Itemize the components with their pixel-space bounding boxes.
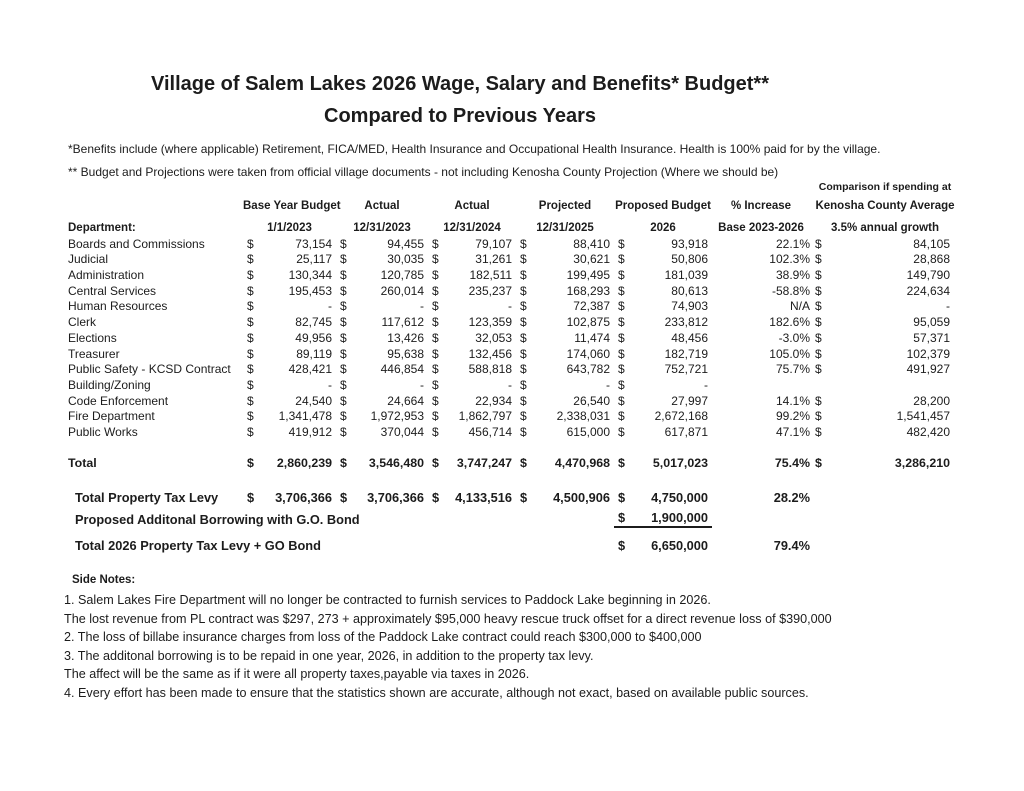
borrowing-label: Proposed Additonal Borrowing with G.O. Bond <box>75 511 360 527</box>
table-row <box>68 393 960 409</box>
cell-base-year: $ 49,956 <box>247 330 332 345</box>
cell-projected-2025: $ 26,540 <box>520 393 610 408</box>
col-header-actual-2024: Actual <box>454 200 490 212</box>
department-name: Treasurer <box>68 346 120 361</box>
cell-actual-2024: $ 31,261 <box>432 252 512 267</box>
table-row <box>68 314 960 330</box>
cell-base-year: $ 89,119 <box>247 346 332 361</box>
department-name: Public Works <box>68 424 138 439</box>
cell-actual-2023: $ 30,035 <box>340 252 424 267</box>
department-name: Code Enforcement <box>68 393 169 408</box>
cell-kenosha-avg: $ 224,634 <box>815 283 950 298</box>
cell-projected-2025: $ 102,875 <box>520 315 610 330</box>
cell-base-year: $ - <box>247 377 332 392</box>
cell-pct-increase: 38.9% <box>775 268 810 283</box>
cell-base-year: $ 24,540 <box>247 393 332 408</box>
cell-actual-2023: $ 260,014 <box>340 283 424 298</box>
cell-kenosha-avg <box>810 377 960 393</box>
cell-actual-2024: $ 182,511 <box>432 268 512 283</box>
cell-actual-2023: $ 24,664 <box>340 393 424 408</box>
cell-actual-2024: $ 32,053 <box>432 330 512 345</box>
col-header-base-year: Base Year Budget <box>243 200 341 212</box>
department-name: Elections <box>68 330 117 345</box>
cell-pct-increase: 99.2% <box>775 409 810 424</box>
dept-header: Department: <box>68 222 136 234</box>
cell-pct-increase: 14.1% <box>775 393 810 408</box>
col-subheader-growth: 3.5% annual growth <box>831 222 939 234</box>
cell-actual-2024: $ 588,818 <box>432 362 512 377</box>
cell-kenosha-avg: $ 482,420 <box>815 424 950 439</box>
table-row <box>68 362 960 378</box>
column-header-row-2 <box>68 214 960 236</box>
bond-total-pct: 79.4% <box>773 537 810 553</box>
cell-kenosha-avg: $ 95,059 <box>815 315 950 330</box>
note-line: 2. The loss of billabe insurance charges from loss of the Paddock Lake contract could reach $300,000 to $400,000 <box>64 630 702 645</box>
levy-projected-2025: $ 4,500,906 <box>520 489 610 505</box>
cell-base-year: $ 419,912 <box>247 424 332 439</box>
footnotes <box>68 142 1024 180</box>
total-pct-increase: 75.4% <box>774 455 810 470</box>
cell-projected-2025: $ 615,000 <box>520 424 610 439</box>
department-name: Administration <box>68 268 145 283</box>
cell-actual-2024: $ 456,714 <box>432 424 512 439</box>
table-row <box>68 409 960 425</box>
col-header-actual-2023: Actual <box>364 200 400 212</box>
total-proposed-2026: $ 5,017,023 <box>618 455 708 470</box>
page-title: Village of Salem Lakes 2026 Wage, Salary and Benefits* Budget** <box>150 73 770 95</box>
comparison-header-row <box>68 180 960 194</box>
total-actual-2024: $ 3,747,247 <box>432 455 512 470</box>
cell-proposed-2026: $ 233,812 <box>618 315 708 330</box>
total-kenosha-avg: $ 3,286,210 <box>815 455 950 470</box>
cell-actual-2023: $ 95,638 <box>340 346 424 361</box>
cell-proposed-2026: $ 93,918 <box>618 236 708 251</box>
cell-actual-2024: $ 79,107 <box>432 236 512 251</box>
cell-base-year: $ 195,453 <box>247 283 332 298</box>
cell-pct-increase: 102.3% <box>769 252 810 267</box>
cell-actual-2023: $ - <box>340 299 424 314</box>
cell-base-year: $ 1,341,478 <box>247 409 332 424</box>
cell-projected-2025: $ 168,293 <box>520 283 610 298</box>
cell-proposed-2026: $ 2,672,168 <box>618 409 708 424</box>
table-row <box>68 377 960 393</box>
property-tax-levy-row <box>68 484 960 506</box>
department-name: Boards and Commissions <box>68 236 205 251</box>
cell-kenosha-avg: $ 28,200 <box>815 393 950 408</box>
cell-pct-increase: 182.6% <box>769 315 810 330</box>
cell-actual-2024: $ - <box>432 299 512 314</box>
borrowing-row <box>68 506 960 528</box>
col-subheader-2026: 2026 <box>650 222 676 234</box>
cell-pct-increase: -58.8% <box>771 283 810 298</box>
cell-projected-2025: $ 72,387 <box>520 299 610 314</box>
cell-pct-increase: N/A <box>789 299 810 314</box>
cell-actual-2023: $ 94,455 <box>340 236 424 251</box>
col-subheader-date-3: 12/31/2024 <box>443 222 501 234</box>
total-projected-2025: $ 4,470,968 <box>520 455 610 470</box>
cell-kenosha-avg: $ 491,927 <box>815 362 950 377</box>
cell-base-year: $ 25,117 <box>247 252 332 267</box>
cell-pct-increase: 75.7% <box>775 362 810 377</box>
col-subheader-date-1: 1/1/2023 <box>267 222 312 234</box>
cell-actual-2024: $ 123,359 <box>432 315 512 330</box>
total-actual-2023: $ 3,546,480 <box>340 455 424 470</box>
cell-kenosha-avg: $ 57,371 <box>815 330 950 345</box>
table-row <box>68 283 960 299</box>
bond-total-amount: $ 6,650,000 <box>618 537 708 553</box>
levy-base-year: $ 3,706,366 <box>247 489 332 505</box>
cell-actual-2024: $ 132,456 <box>432 346 512 361</box>
cell-actual-2024: $ - <box>432 377 512 392</box>
column-header-row-1 <box>68 194 960 214</box>
col-header-pct-increase: % Increase <box>730 200 792 212</box>
cell-base-year: $ 82,745 <box>247 315 332 330</box>
cell-projected-2025: $ 174,060 <box>520 346 610 361</box>
cell-projected-2025: $ 30,621 <box>520 252 610 267</box>
note-line: 3. The additonal borrowing is to be repaid in one year, 2026, in addition to the property tax levy. <box>64 648 594 663</box>
cell-kenosha-avg: $ 84,105 <box>815 236 950 251</box>
cell-pct-increase: 22.1% <box>775 236 810 251</box>
cell-projected-2025: $ 2,338,031 <box>520 409 610 424</box>
borrowing-amount: $ 1,900,000 <box>614 506 712 528</box>
cell-base-year: $ 130,344 <box>247 268 332 283</box>
col-subheader-date-2: 12/31/2023 <box>353 222 411 234</box>
table-row <box>68 424 960 440</box>
table-row <box>68 299 960 315</box>
side-notes-heading: Side Notes: <box>72 573 136 586</box>
department-name: Human Resources <box>68 299 168 314</box>
col-subheader-date-4: 12/31/2025 <box>536 222 594 234</box>
cell-actual-2024: $ 235,237 <box>432 283 512 298</box>
cell-actual-2023: $ 13,426 <box>340 330 424 345</box>
cell-actual-2024: $ 22,934 <box>432 393 512 408</box>
cell-pct-increase <box>712 377 810 393</box>
levy-label: Total Property Tax Levy <box>75 489 219 505</box>
table-row <box>68 252 960 268</box>
cell-base-year: $ 428,421 <box>247 362 332 377</box>
cell-proposed-2026: $ 48,456 <box>618 330 708 345</box>
bond-total-label: Total 2026 Property Tax Levy + GO Bond <box>75 537 321 553</box>
cell-proposed-2026: $ 27,997 <box>618 393 708 408</box>
projections-footnote: ** Budget and Projections were taken from official village documents - not including Kenosha County Projection (Where we should be) <box>68 165 779 179</box>
col-header-kenosha: Kenosha County Average <box>815 200 955 212</box>
budget-table <box>68 180 960 554</box>
table-row <box>68 236 960 252</box>
department-name: Judicial <box>68 252 109 267</box>
cell-actual-2023: $ 370,044 <box>340 424 424 439</box>
side-notes <box>64 572 1024 703</box>
total-row <box>68 452 960 472</box>
page-subtitle: Compared to Previous Years <box>324 105 596 127</box>
cell-actual-2023: $ 120,785 <box>340 268 424 283</box>
cell-base-year: $ 73,154 <box>247 236 332 251</box>
side-notes-lines <box>64 591 1024 703</box>
cell-kenosha-avg: $ - <box>815 299 950 314</box>
cell-projected-2025: $ 11,474 <box>520 330 610 345</box>
note-line: 4. Every effort has been made to ensure that the statistics shown are accurate, although not exact, based on available public sources. <box>64 685 809 700</box>
cell-actual-2023: $ 1,972,953 <box>340 409 424 424</box>
department-name: Public Safety - KCSD Contract <box>68 362 231 377</box>
table-row <box>68 330 960 346</box>
cell-proposed-2026: $ 181,039 <box>618 268 708 283</box>
department-name: Clerk <box>68 315 97 330</box>
cell-projected-2025: $ 643,782 <box>520 362 610 377</box>
levy-actual-2023: $ 3,706,366 <box>340 489 424 505</box>
table-row <box>68 267 960 283</box>
cell-proposed-2026: $ 74,903 <box>618 299 708 314</box>
table-row <box>68 346 960 362</box>
cell-actual-2023: $ - <box>340 377 424 392</box>
col-header-proposed: Proposed Budget <box>615 200 711 212</box>
cell-proposed-2026: $ 50,806 <box>618 252 708 267</box>
department-name: Fire Department <box>68 409 155 424</box>
comparison-header: Comparison if spending at <box>818 181 952 193</box>
levy-proposed-2026: $ 4,750,000 <box>618 489 708 505</box>
levy-actual-2024: $ 4,133,516 <box>432 489 512 505</box>
cell-projected-2025: $ 199,495 <box>520 268 610 283</box>
cell-pct-increase: -3.0% <box>778 330 810 345</box>
note-line: 1. Salem Lakes Fire Department will no longer be contracted to furnish services to Paddock Lake beginning in 2026. <box>64 592 711 607</box>
cell-kenosha-avg: $ 1,541,457 <box>815 409 950 424</box>
cell-kenosha-avg: $ 28,868 <box>815 252 950 267</box>
note-line: The affect will be the same as if it were all property taxes,payable via taxes in 2026. <box>64 667 530 682</box>
cell-proposed-2026: $ 752,721 <box>618 362 708 377</box>
total-label: Total <box>68 455 97 470</box>
cell-proposed-2026: $ 182,719 <box>618 346 708 361</box>
levy-pct-increase: 28.2% <box>773 489 810 505</box>
cell-actual-2023: $ 446,854 <box>340 362 424 377</box>
total-base-year: $ 2,860,239 <box>247 455 332 470</box>
cell-kenosha-avg: $ 102,379 <box>815 346 950 361</box>
benefits-footnote: *Benefits include (where applicable) Retirement, FICA/MED, Health Insurance and Occupational Health Insurance. Health is 100% paid for by the village. <box>68 142 881 156</box>
cell-base-year: $ - <box>247 299 332 314</box>
cell-actual-2024: $ 1,862,797 <box>432 409 512 424</box>
cell-actual-2023: $ 117,612 <box>340 315 424 330</box>
bond-total-row <box>68 528 960 554</box>
cell-pct-increase: 47.1% <box>775 424 810 439</box>
cell-projected-2025: $ 88,410 <box>520 236 610 251</box>
cell-projected-2025: $ - <box>520 377 610 392</box>
department-name: Central Services <box>68 283 157 298</box>
cell-proposed-2026: $ 80,613 <box>618 283 708 298</box>
title-block <box>0 70 920 130</box>
department-name: Building/Zoning <box>68 377 151 392</box>
col-subheader-base-range: Base 2023-2026 <box>718 222 804 234</box>
cell-proposed-2026: $ 617,871 <box>618 424 708 439</box>
cell-kenosha-avg: $ 149,790 <box>815 268 950 283</box>
col-header-projected: Projected <box>538 200 592 212</box>
cell-pct-increase: 105.0% <box>769 346 810 361</box>
cell-proposed-2026: $ - <box>618 377 708 392</box>
note-line: The lost revenue from PL contract was $297, 273 + approximately $95,000 heavy rescue truck offset for a direct revenue loss of $390,000 <box>64 611 832 626</box>
department-rows <box>68 236 960 440</box>
